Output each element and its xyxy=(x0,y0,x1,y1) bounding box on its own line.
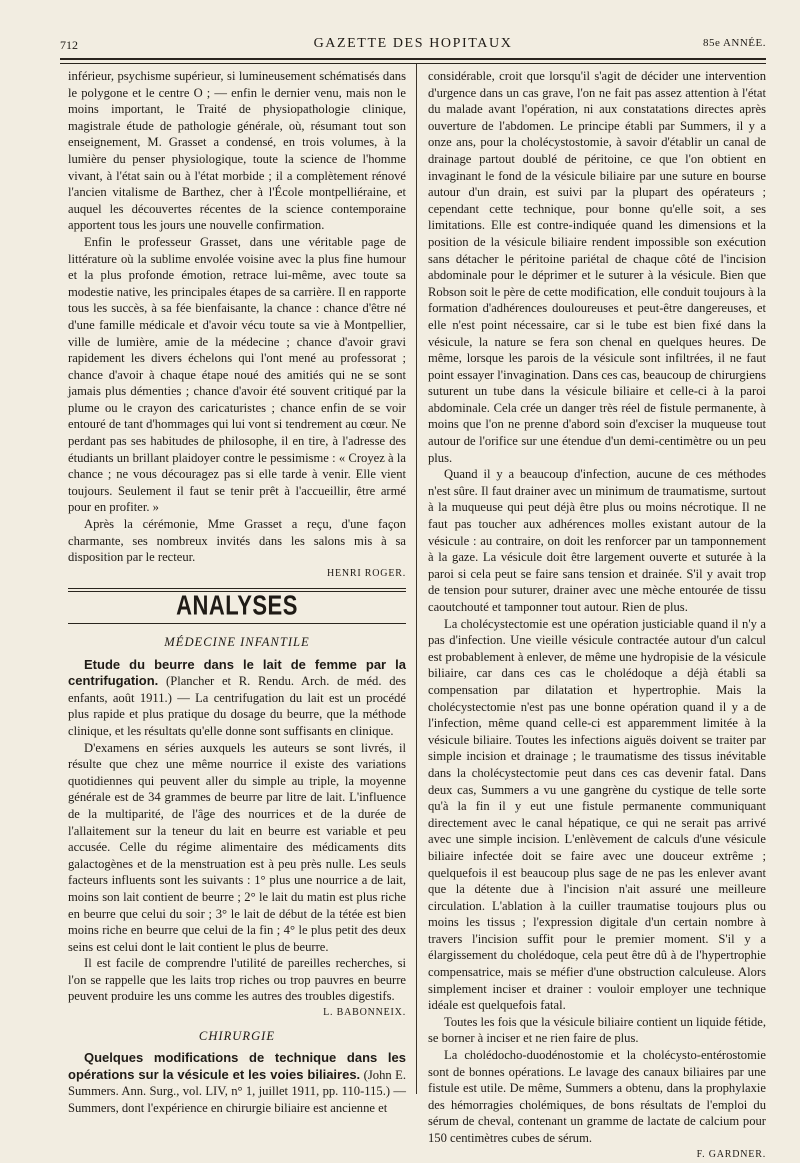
paragraph: Quand il y a beaucoup d'infection, aucune de ces méthodes n'est sûre. Il faut drainer avec un minimum de traumatisme, surtout à la muqueuse qui peut déjà être plus ou moins nécrotique. Il ne faut pas toucher aux adhérences molles existant autour de la vésicule : au contraire, on doit les renforcer par un tamponnement à la gaze. La vésicule doit être largement ouverte et suturée à la paroi si cela peut se faire sans tension et drainée. S'il y avait trop de tension pour suturer, drainer avec une mèche entourée de tissu caoutchouté et tamponner tout autour. Rien de plus. xyxy=(428,467,767,614)
right-column xyxy=(428,68,766,1163)
paragraph: Enfin le professeur Grasset, dans une véritable page de littérature où la sublime envolée voisine avec la plus fine humour et la plus profonde émotion, retrace lui-même, avec toute sa modestie native, les principales étapes de sa carrière. Il en rapporte tous les succès, à sa fée bienfaisante, la chance : chance d'être né d'une famille médicale et d'avoir vécu toute sa vie à Montpellier, ville de lumière, amie de la médecine ; chance d'avoir gravi rapidement les divers échelons qui l'ont mené au professorat ; chance d'avoir à chaque étape noué des amitiés qui ne se sont jamais plus démenties ; chance d'avoir été souvent critiqué par la plume ou le crayon des caricaturistes ; chance enfin de se voir entouré de tant d'hommages qui lui vont si tendrement au cœur. Ne perdant pas ses habitudes de philosophe, il en tire, à l'adresse des étudiants un brillant plaidoyer contre le pessimisme : « Croyez à la chance ; ne vous découragez pas si elle tarde à venir. Elle vient toujours. Seulement il faut se tenir prêt à l'accueillir, être armé pour en profiter. » xyxy=(68,234,406,515)
paragraph: La cholédocho-duodénostomie et la cholécysto-entérostomie sont de bonnes opérations. Le lavage des canaux biliaires par une fistule est utile. De même, Summers a obtenu, dans la prophylaxie des hémorragies cholémiques, de bons résultats de l'emploi du sérum de cheval, contenant un gramme de lactate de calcium pour 150 centimètres cubes de sérum. xyxy=(428,1048,766,1145)
signature: F. GARDNER. xyxy=(696,1148,766,1160)
signature: HENRI ROGER. xyxy=(326,567,406,579)
paragraph: Toutes les fois que la vésicule biliaire contient un liquide fétide, se borner à inciser et ne rien faire de plus. xyxy=(428,1014,766,1046)
header-rule xyxy=(60,58,766,64)
page-number: 712 xyxy=(60,38,78,52)
article-title: Quelques modifications de technique dans les opérations sur la vésicule et les voies biliaires. xyxy=(68,1050,406,1082)
column-divider xyxy=(416,64,417,1094)
paragraph: inférieur, psychisme supérieur, si lumineusement schématisés dans le polygone et le centre O ; — enfin le dernier venu, mais non le moins important, le Traité de physiopathologie clinique, magistrale étude de pathologie générale, où, résumant tout son enseignement, M. Grasset a condensé, en trois volumes, à la lumière du penser physiologique, toute la science de l'homme vivant, à l'état sain ou à l'état morbide ; il a complètement rénové l'ancien vitalisme de Barthez, cher à l'École montpelliéraine, et auquel les découvertes récentes de la science contemporaine apportent tous les jours une nouvelle confirmation. xyxy=(68,69,406,233)
divider xyxy=(68,623,406,624)
year-label: 85e ANNÉE. xyxy=(702,37,766,49)
signature: L. BABONNEIX. xyxy=(323,1007,406,1019)
journal-title: GAZETTE DES HOPITAUX xyxy=(313,36,513,51)
section-title: ANALYSES xyxy=(176,590,298,622)
paragraph: considérable, croit que lorsqu'il s'agit de décider une intervention d'urgence dans un cas grave, l'on ne fait pas assez attention à l'état du malade avant l'opération, ni aux constatations directes après ouverture de l'abdomen. Le principe établi par Summers, il y a onze ans, pour la cholécystostomie, à savoir d'établir un canal de drainage partout doublé de péritoine, ce que l'on obtient en invaginant le fond de la vésicule biliaire par une suture en bourse autour d'un drain, est suivi par la plupart des opérateurs ; cependant cette technique, pour bonne qu'elle soit, a ses limitations. Elle est contre-indiquée quand les dimensions et la position de la vésicule biliaire rendent impossible son exécution sans détacher le péritoine pariétal de chaque côté de l'incision abdominale pour le déprimer et le suturer à la vésicule. Bien que Robson soit le père de cette modification, elle conduit toujours à la formation d'adhérences douloureuses et peut-être dangereuses, et elle n'est point nécessaire, car si le tube est bien fixé dans la vésicule, la nature se fera son chenal en quelques heures. De même, lorsque les parois de la vésicule sont infiltrées, il ne faut point essayer l'invagination. Dans ces cas, beaucoup de chirurgiens suturent un tube dans la vésicule biliaire et celle-ci à la paroi abdominale. Cela crée un danger très réel de fistule permanente, à moins que l'on ne prenne d'abord soin d'exciser la muqueuse tout autour de l'orifice sur une étendue d'un demi-centimètre ou un peu plus. xyxy=(428,69,766,465)
paragraph: D'examens en séries auxquels les auteurs se sont livrés, il résulte que chez une même nourrice il existe des variations quotidiennes qui peuvent aller du simple au triple, la moyenne générale est de 34 grammes de beurre par litre de lait. L'influence de la multiparité, de l'âge des nourrices et de la durée de l'allaitement sur la teneur du lait en beurre est variable et peu accusée. Celle du régime alimentaire des médicaments dits galactogènes et de la menstruation est à peu près nulle. Les seuls facteurs influents sont les suivants : 1° plus une nourrice a de lait, moins son lait contient de beurre ; 2° le lait du matin est plus riche en beurre que celui du soir ; 3° le lait de début de la tétée est bien moins riche en beurre que celui de la fin ; 4° le plus petit des deux seins est celui dont le lait contient le plus de beurre. xyxy=(68,740,406,954)
paragraph: Il est facile de comprendre l'utilité de pareilles recherches, si l'on se rappelle que les laits trop riches ou trop pauvres en beurre peuvent produire les uns comme les autres des troubles digestifs. xyxy=(68,956,406,1004)
paragraph: La cholécystectomie est une opération justiciable quand il n'y a pas d'infection. Une vieille vésicule contractée autour d'un calcul est probablement à enlever, de même une hydropisie de la vésicule biliaire, car dans ces cas le cholédoque a déjà établi sa compensation par dilatation et hypertrophie. Mais la cholécystectomie n'est pas une bonne opération quand il y a de l'infection, même quand celle-ci est apparemment limitée à la vésicule biliaire. Toutes les infections aiguës doivent se traiter par simple incision et drainage ; le traumatisme des tissus inévitable dans la cholécystectomie peut dans ces cas devenir fatal. Dans deux cas, Summers a vu une gangrène du cystique de telle sorte qu'à la fin il y eut une fistule permanente communiquant directement avec le canal hépatique, ce qui ne serait pas arrivé avec une simple incision. L'enlèvement de calculs d'une vésicule biliaire infectée doit se faire avec une douceur extrême ; quelquefois il est beaucoup plus sage de ne pas les enlever avant que la détente due à l'incision n'ait assuré une meilleure circulation. L'ablation à la cuiller traumatise toujours plus ou moins les tissus ; l'expression digitale d'un certain nombre à travers l'incision suffit pour le premier moment. S'il y a élargissement du cholédoque, cela peut être dû à de l'hypertrophie compensatrice, mais se méfier d'une obstruction calculeuse. Alors simplement inciser et drainer : vouloir employer une technique idéale est quelquefois fatal. xyxy=(428,616,766,1013)
page-header xyxy=(60,34,766,56)
article-reference: (John E. Summers. Ann. Surg., vol. LIV, n° 1, juillet 1911, pp. 110-115.) — Summers, dont l'expérience en chirurgie biliaire est ancienne et xyxy=(68,1067,406,1116)
article-title: Etude du beurre dans le lait de femme par la centrifugation. xyxy=(68,656,406,689)
subsection-heading: MÉDECINE INFANTILE xyxy=(164,635,310,649)
paragraph: Après la cérémonie, Mme Grasset a reçu, d'une façon charmante, ses nombreux invités dans les salons mis à sa disposition par le recteur. xyxy=(68,517,406,565)
article-reference: (Plancher et R. Rendu. Arch. de méd. des enfants, août 1911.) — La centrifugation du lait est un procédé plus rapide et plus pratique du dosage du beurre, que la méthode clinique, et les résultats qu'elle donne sont suffisants en clinique. xyxy=(68,674,407,738)
subsection-heading: CHIRURGIE xyxy=(198,1028,276,1043)
left-column xyxy=(68,68,406,1117)
